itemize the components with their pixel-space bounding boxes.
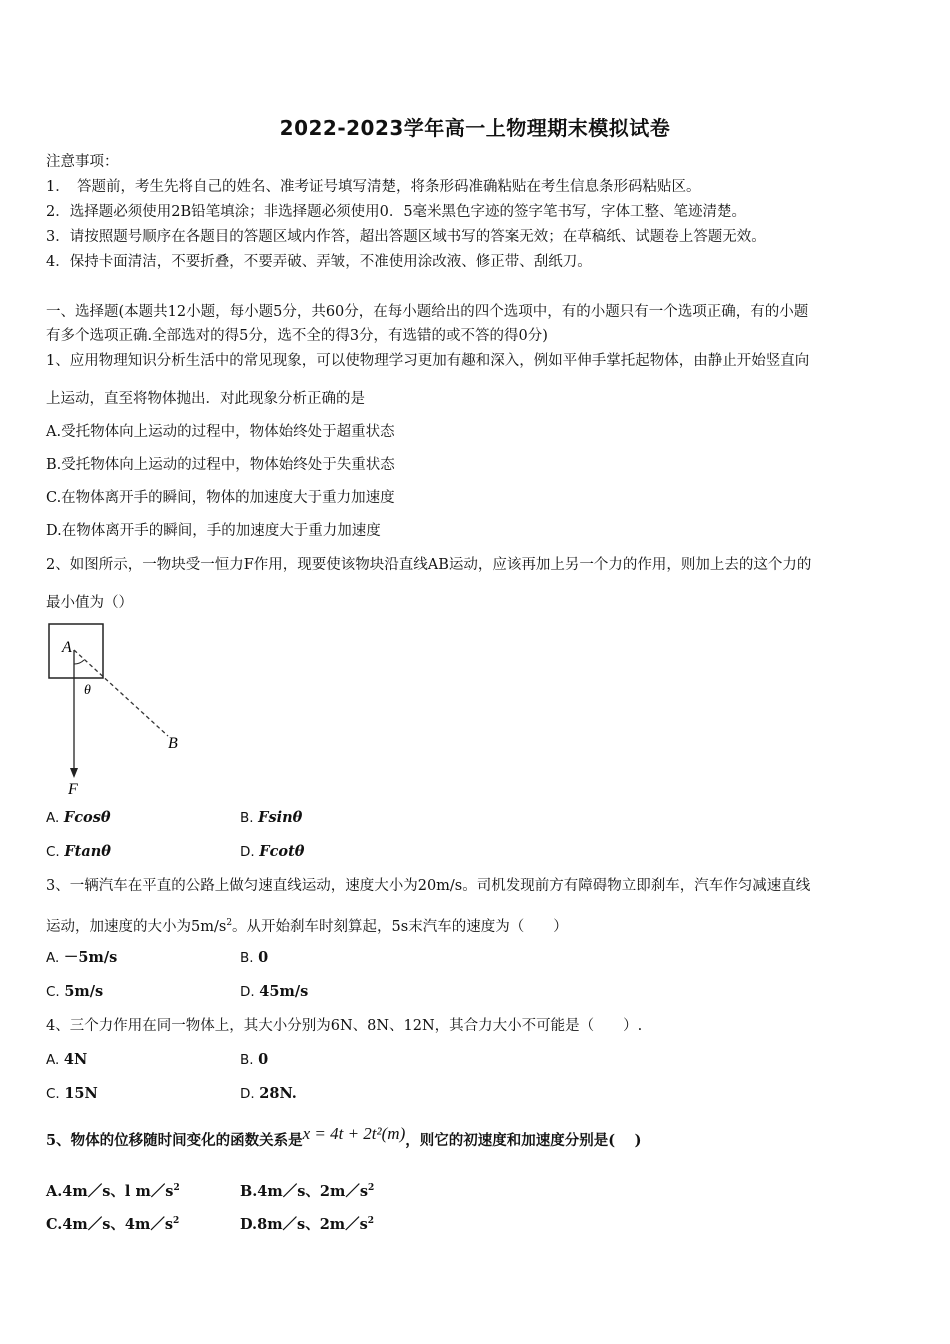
q3-option-d: D. 45m/s xyxy=(240,983,309,1000)
q1-stem-cont: 上运动，直至将物体抛出．对此现象分析正确的是 xyxy=(46,391,365,407)
label-f: F xyxy=(68,781,78,798)
force-arrowhead xyxy=(70,768,78,778)
q2-option-d: D. Fcotθ xyxy=(240,843,305,860)
q2-option-b: B. Fsinθ xyxy=(240,809,303,826)
q3-option-c: C. 5m/s xyxy=(46,983,104,1000)
q4-option-b: B. 0 xyxy=(240,1051,269,1068)
q1-stem: 1、应用物理知识分析生活中的常见现象，可以使物理学习更加有趣和深入，例如平伸手掌托起物体，由静止开始竖直向 xyxy=(46,353,810,369)
q3-option-b: B. 0 xyxy=(240,949,269,966)
section-instructions: 一、选择题(本题共12小题，每小题5分，共60分，在每小题给出的四个选项中，有的小题只有一个选项正确，有的小题 xyxy=(46,304,809,320)
q2-force-diagram xyxy=(40,618,200,798)
q2-stem-cont: 最小值为（） xyxy=(46,595,133,611)
q5-stem: 5、物体的位移随时间变化的函数关系是x = 4t + 2t²(m)，则它的初速度和加速度分别是( ) xyxy=(46,1124,642,1149)
label-b: B xyxy=(168,735,178,752)
q1-option-a: A.受托物体向上运动的过程中，物体始终处于超重状态 xyxy=(46,424,395,440)
q4-option-d: D. 28N. xyxy=(240,1085,297,1102)
q5-option-d: D.8m／s、$2m/s^2$ xyxy=(240,1215,375,1233)
q4-option-c: C. 15N xyxy=(46,1085,98,1102)
q3-stem-cont: 运动，加速度的大小为$5m/s^2$。从开始刹车时刻算起，5s末汽车的速度为（ ） xyxy=(46,918,568,935)
q1-option-b: B.受托物体向上运动的过程中，物体始终处于失重状态 xyxy=(46,457,395,473)
angle-arc xyxy=(74,660,84,664)
notice-item: 2．选择题必须使用2B铅笔填涂；非选择题必须使用0．5毫米黑色字迹的签字笔书写，字体工整、笔迹清楚。 xyxy=(46,204,747,220)
q5-option-a: A.4m／s、l $m/s^2$ xyxy=(46,1182,180,1200)
q1-option-d: D.在物体离开手的瞬间，手的加速度大于重力加速度 xyxy=(46,523,381,539)
q4-stem: 4、三个力作用在同一物体上，其大小分别为6N、8N、12N，其合力大小不可能是（ ）. xyxy=(46,1018,643,1034)
notice-item: 1． 答题前，考生先将自己的姓名、准考证号填写清楚，将条形码准确粘贴在考生信息条形码粘贴区。 xyxy=(46,179,701,195)
q5-formula: x = 4t + 2t²(m) xyxy=(302,1124,406,1143)
q2-stem: 2、如图所示，一物块受一恒力F作用，现要使该物块沿直线AB运动，应该再加上另一个力的作用，则加上去的这个力的 xyxy=(46,557,812,573)
q1-option-c: C.在物体离开手的瞬间，物体的加速度大于重力加速度 xyxy=(46,490,395,506)
label-theta: θ xyxy=(84,683,91,698)
q4-option-a: A. 4N xyxy=(46,1051,88,1068)
section-instructions-cont: 有多个选项正确.全部选对的得5分，选不全的得3分，有选错的或不答的得0分) xyxy=(46,328,548,344)
q3-stem: 3、一辆汽车在平直的公路上做匀速直线运动，速度大小为20m/s。司机发现前方有障碍物立即刹车，汽车作匀减速直线 xyxy=(46,878,811,894)
notice-item: 4．保持卡面清洁，不要折叠，不要弄破、弄皱，不准使用涂改液、修正带、刮纸刀。 xyxy=(46,254,592,270)
q2-option-a: A. Fcosθ xyxy=(46,809,111,826)
notice-item: 3．请按照题号顺序在各题目的答题区域内作答，超出答题区域书写的答案无效；在草稿纸、试题卷上答题无效。 xyxy=(46,229,766,245)
label-a: A xyxy=(62,639,72,656)
q2-option-c: C. Ftanθ xyxy=(46,843,111,860)
page-title: 2022-2023学年高一上物理期末模拟试卷 xyxy=(279,116,671,140)
q5-option-c: C.4m／s、$4m/s^2$ xyxy=(46,1215,180,1233)
notice-heading: 注意事项： xyxy=(46,154,119,170)
q3-option-a: A. －5m/s xyxy=(46,949,118,966)
q5-option-b: B.4m／s、$2m/s^2$ xyxy=(240,1182,375,1200)
